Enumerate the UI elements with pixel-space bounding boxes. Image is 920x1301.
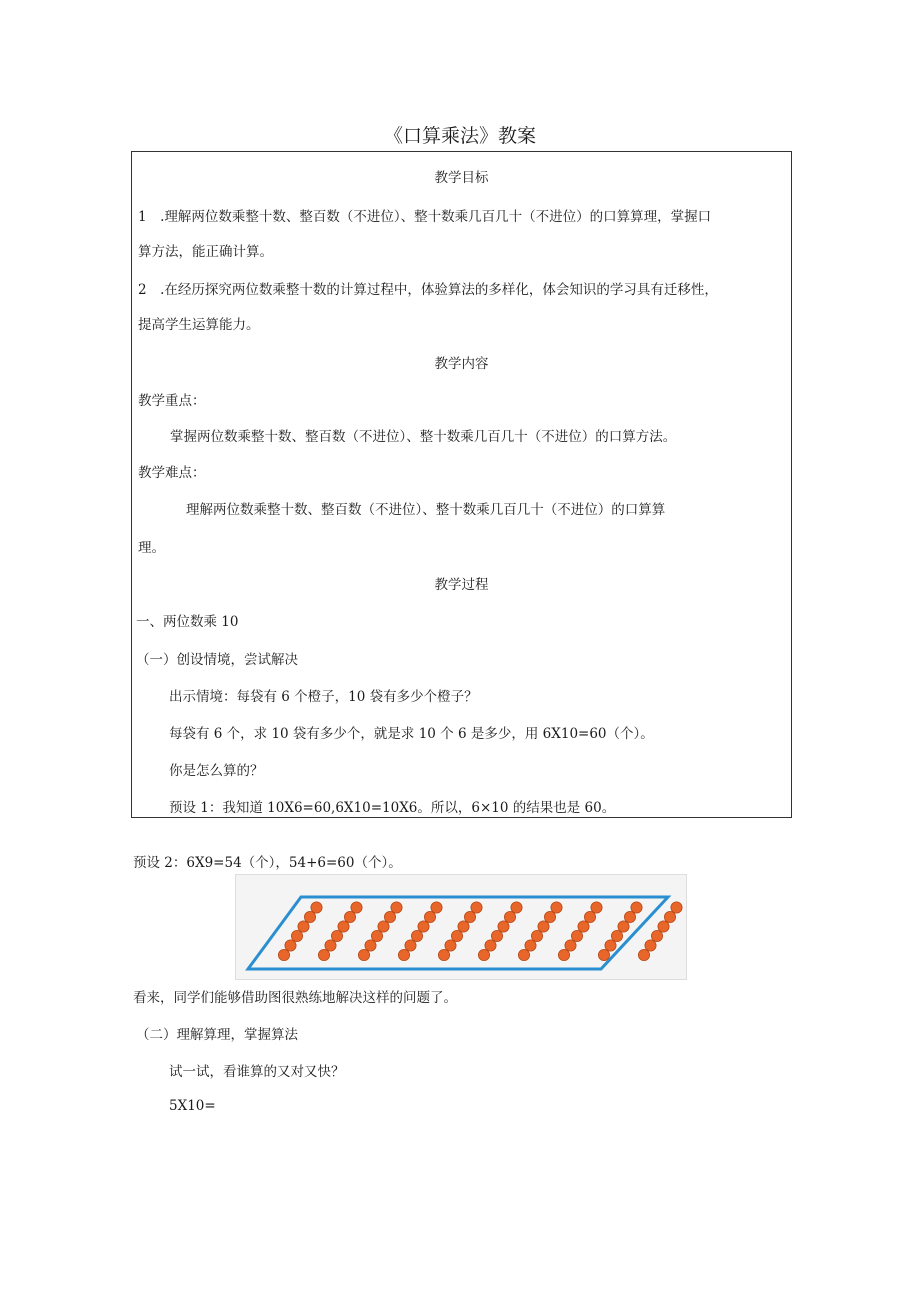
orange [411,930,422,941]
objective-2-line-2: 提高学生运算能力。 [138,317,260,333]
orange [485,940,496,951]
orange [578,921,589,932]
objective-2-line-1: 2 .在经历探究两位数乘整十数的计算过程中，体验算法的多样化，体会知识的学习具有迁移性， [138,282,718,298]
orange [598,949,609,960]
orange [558,949,569,960]
orange [424,911,435,922]
orange [338,921,349,932]
orange [304,911,315,922]
subsection-1-heading: （一）创设情境，尝试解决 [136,652,298,668]
orange [458,921,469,932]
orange [671,902,682,913]
orange-bag [518,902,562,961]
orange-bag [278,902,322,961]
paragraph-preset-2: 预设 2：6X9=54（个），54+6=60（个）。 [133,855,402,871]
content-heading: 教学内容 [434,356,489,372]
orange [645,940,656,951]
orange [511,902,522,913]
subsection-2-heading: （二）理解算理，掌握算法 [136,1027,298,1043]
orange [544,911,555,922]
orange [351,902,362,913]
orange [358,949,369,960]
orange [405,940,416,951]
orange [331,930,342,941]
orange-bag [318,902,362,961]
orange [298,921,309,932]
difficulty-label: 教学难点： [138,465,206,481]
orange-bag [638,902,682,961]
orange-bag [558,902,602,961]
orange-bag [398,902,442,961]
orange [391,902,402,913]
page-title: 《口算乘法》教案 [383,125,536,147]
orange [498,921,509,932]
orange [285,940,296,951]
orange-bag [438,902,482,961]
paragraph-explanation: 每袋有 6 个，求 10 袋有多少个，就是求 10 个 6 是多少，用 6X10=60（个）。 [169,726,654,742]
orange [551,902,562,913]
difficulty-line-2: 理。 [138,540,165,556]
orange [631,902,642,913]
orange [571,930,582,941]
orange [584,911,595,922]
key-point-text: 掌握两位数乘整十数、整百数（不进位）、整十数乘几百几十（不进位）的口算方法。 [170,429,677,445]
orange [565,940,576,951]
paragraph-situation: 出示情境：每袋有 6 个橙子，10 袋有多少个橙子？ [169,689,478,705]
orange [591,902,602,913]
objective-1-line-1: 1 .理解两位数乘整十数、整百数（不进位）、整十数乘几百几十（不进位）的口算算理，掌握口 [138,209,712,225]
orange [365,940,376,951]
orange [658,921,669,932]
orange [318,949,329,960]
orange [525,940,536,951]
orange-bag [358,902,402,961]
orange [344,911,355,922]
orange [431,902,442,913]
orange [438,949,449,960]
orange [664,911,675,922]
orange [518,949,529,960]
orange [325,940,336,951]
orange [624,911,635,922]
orange [398,949,409,960]
orange [538,921,549,932]
orange [464,911,475,922]
orange [371,930,382,941]
orange [491,930,502,941]
difficulty-line-1: 理解两位数乘整十数、整百数（不进位）、整十数乘几百几十（不进位）的口算算 [186,502,666,518]
orange [531,930,542,941]
orange [638,949,649,960]
orange [384,911,395,922]
orange [418,921,429,932]
key-point-label: 教学重点： [138,393,206,409]
paragraph-question: 你是怎么算的？ [169,763,264,779]
paragraph-preset-1: 预设 1：我知道 10X6=60,6X10=10X6。所以，6×10 的结果也是 60。 [169,800,616,816]
orange [311,902,322,913]
paragraph-conclusion: 看来，同学们能够借助图很熟练地解决这样的问题了。 [133,990,457,1006]
oranges-svg [236,875,688,981]
orange [378,921,389,932]
orange [504,911,515,922]
orange [451,930,462,941]
orange [278,949,289,960]
objectives-heading: 教学目标 [434,170,489,186]
orange [611,930,622,941]
section-1-heading: 一、两位数乘 10 [136,614,239,630]
orange [445,940,456,951]
process-heading: 教学过程 [434,577,489,593]
objective-1-line-2: 算方法，能正确计算。 [138,244,273,260]
orange [605,940,616,951]
orange [651,930,662,941]
orange [471,902,482,913]
orange [478,949,489,960]
orange [618,921,629,932]
exercise-5x10: 5X10= [169,1098,216,1114]
paragraph-try: 试一试，看谁算的又对又快？ [169,1064,345,1080]
orange-bag [478,902,522,961]
oranges-illustration [235,874,687,980]
orange [291,930,302,941]
